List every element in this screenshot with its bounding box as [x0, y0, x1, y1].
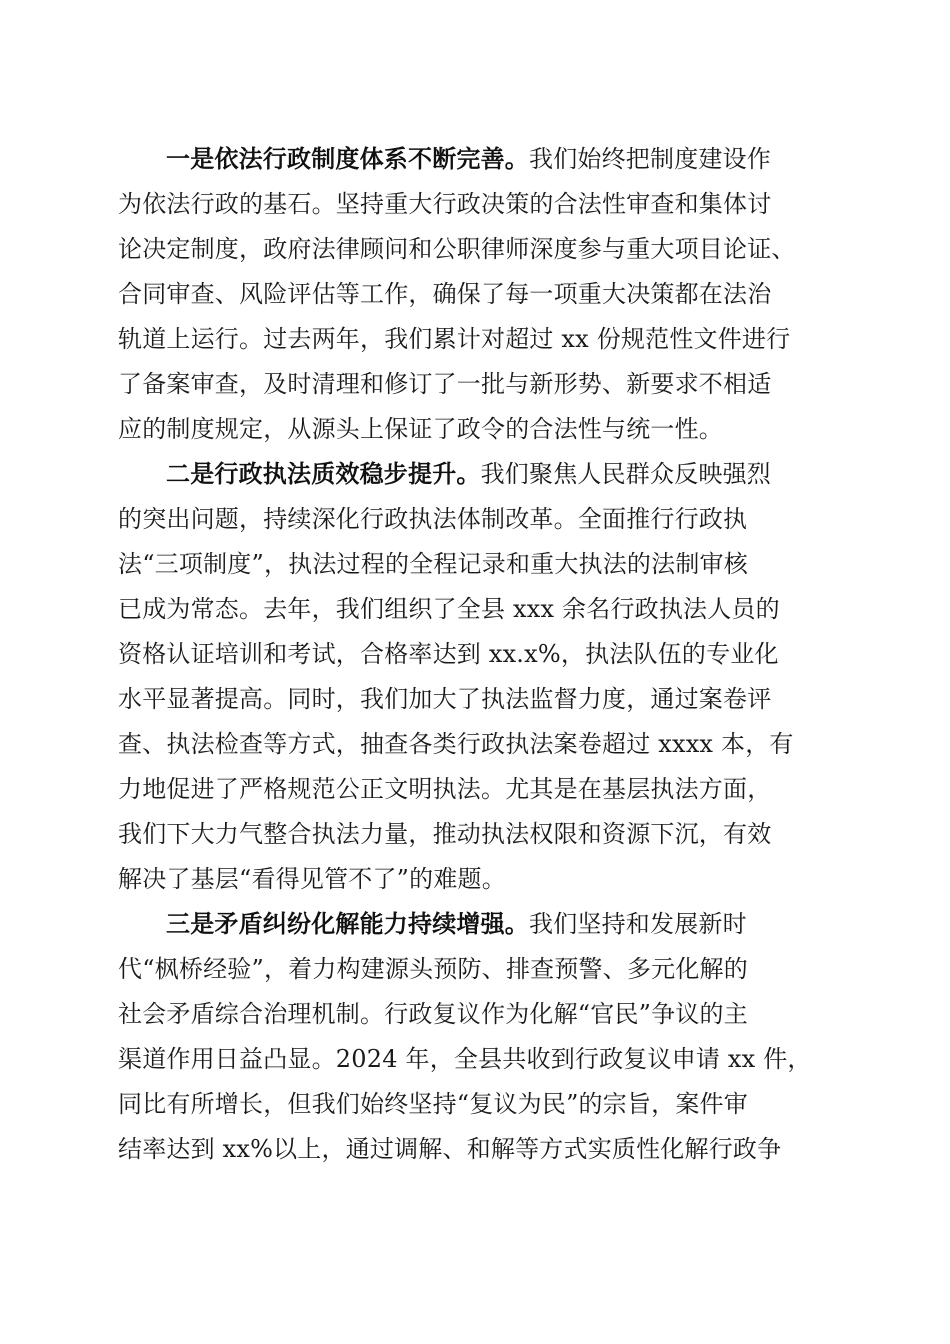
paragraph-2-line-4: 已成为常态。去年，我们组织了全县 xxx 余名行政执法人员的	[118, 595, 780, 623]
paragraph-3-line-2: 代“枫桥经验”，着力构建源头预防、排查预警、多元化解的	[118, 955, 748, 983]
paragraph-1-line-3: 论决定制度，政府法律顾问和公职律师深度参与重大项目论证、	[118, 235, 796, 263]
paragraph-2-line-1: 我们聚焦人民群众反映强烈	[480, 460, 772, 488]
paragraph-3-line-5: 同比有所增长，但我们始终坚持“复议为民”的宗旨，案件审	[118, 1090, 748, 1118]
paragraph-2-line-2: 的突出问题，持续深化行政执法体制改革。全面推行行政执	[118, 505, 748, 533]
paragraph-1-line-4: 合同审查、风险评估等工作，确保了每一项重大决策都在法治	[118, 280, 772, 308]
paragraph-2-lead: 二是行政执法质效稳步提升。	[166, 460, 481, 488]
paragraph-3-lead: 三是矛盾纠纷化解能力持续增强。	[166, 910, 529, 938]
paragraph-2-line-10: 解决了基层“看得见管不了”的难题。	[118, 865, 506, 893]
paragraph-2-line-6: 水平显著提高。同时，我们加大了执法监督力度，通过案卷评	[118, 685, 772, 713]
paragraph-1-line-2: 为依法行政的基石。坚持重大行政决策的合法性审查和集体讨	[118, 190, 772, 218]
paragraph-1-lead: 一是依法行政制度体系不断完善。	[166, 145, 529, 173]
paragraph-3-line-3: 社会矛盾综合治理机制。行政复议作为化解“官民”争议的主	[118, 1000, 748, 1028]
paragraph-2-line-7: 查、执法检查等方式，抽查各类行政执法案卷超过 xxxx 本，有	[118, 730, 794, 758]
paragraph-3-line-4: 渠道作用日益凸显。2024 年，全县共收到行政复议申请 xx 件，	[118, 1045, 812, 1073]
paragraph-1-first-line	[166, 144, 838, 174]
paragraph-3-first-line	[166, 909, 838, 939]
paragraph-3-line-1: 我们坚持和发展新时	[529, 910, 747, 938]
paragraph-2-first-line	[166, 459, 838, 489]
paragraph-1-line-6: 了备案审查，及时清理和修订了一批与新形势、新要求不相适	[118, 370, 772, 398]
paragraph-2-line-9: 我们下大力气整合执法力量，推动执法权限和资源下沉，有效	[118, 820, 772, 848]
paragraph-1-line-5: 轨道上运行。过去两年，我们累计对超过 xx 份规范性文件进行	[118, 325, 791, 353]
paragraph-1-line-1: 我们始终把制度建设作	[529, 145, 771, 173]
paragraph-3-line-6: 结率达到 xx%以上，通过调解、和解等方式实质性化解行政争	[118, 1135, 782, 1163]
paragraph-2-line-3: 法“三项制度”，执法过程的全程记录和重大执法的法制审核	[118, 550, 748, 578]
paragraph-2-line-5: 资格认证培训和考试，合格率达到 xx.x%，执法队伍的专业化	[118, 640, 779, 668]
paragraph-2-line-8: 力地促进了严格规范公正文明执法。尤其是在基层执法方面，	[118, 775, 772, 803]
paragraph-1-line-7: 应的制度规定，从源头上保证了政令的合法性与统一性。	[118, 415, 723, 443]
